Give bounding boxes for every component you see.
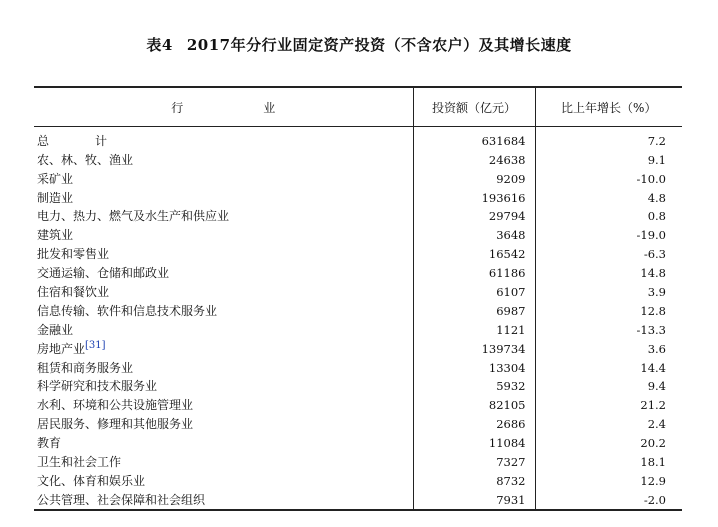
row-growth: 9.1 [647,152,666,167]
row-investment: 16542 [413,244,535,263]
row-name: 房地产业[31] [34,339,413,358]
row-investment: 82105 [413,395,535,414]
table-row [34,244,682,263]
row-growth: 12.9 [640,473,666,488]
row-growth: 3.6 [647,341,666,356]
row-name: 批发和零售业 [34,244,413,263]
row-investment: 193616 [413,188,535,207]
table-row [34,207,682,226]
table-title [0,34,718,55]
row-growth: -10.0 [636,171,666,186]
row-growth: 2.4 [647,417,666,432]
row-investment: 7931 [413,490,535,510]
row-name: 信息传输、软件和信息技术服务业 [34,301,413,320]
table-row [34,169,682,188]
row-growth: 14.4 [640,360,666,375]
row-investment: 3648 [413,225,535,244]
row-investment: 29794 [413,207,535,226]
header-industry: 行 业 [34,87,413,127]
row-growth: -2.0 [535,490,682,510]
row-growth: 20.2 [640,436,666,451]
row-name: 采矿业 [34,169,413,188]
row-name: 金融业 [34,320,413,339]
row-growth: -6.3 [643,247,666,262]
table-title-text: 2017年分行业固定资产投资（不含农户）及其增长速度 [186,36,572,54]
table-row [34,301,682,320]
row-growth: 7.2 [647,133,666,148]
table-row [34,282,682,301]
row-name: 农、林、牧、渔业 [34,150,413,169]
table-number: 表4 [146,36,173,54]
header-investment: 投资额（亿元） [413,87,535,127]
row-growth: 18.1 [640,455,666,470]
row-growth: 12.8 [640,303,666,318]
table-row [34,339,682,358]
table-row [34,150,682,169]
header-row [34,87,682,127]
row-investment: 13304 [413,358,535,377]
row-growth: -19.0 [636,228,666,243]
table-row [34,188,682,207]
table-row [34,471,682,490]
row-growth: 0.8 [647,209,666,224]
row-name: 居民服务、修理和其他服务业 [34,414,413,433]
row-name: 交通运输、仓储和邮政业 [34,263,413,282]
row-name: 总 计 [34,127,413,150]
row-name: 建筑业 [34,225,413,244]
row-investment: 139734 [413,339,535,358]
table-row [34,395,682,414]
table-row [34,452,682,471]
table-row [34,490,682,510]
row-name: 卫生和社会工作 [34,452,413,471]
row-growth: 4.8 [647,190,666,205]
table-row-total [34,127,682,150]
row-name: 电力、热力、燃气及水生产和供应业 [34,207,413,226]
row-investment: 5932 [413,377,535,396]
row-growth: 9.4 [647,379,666,394]
row-name: 水利、环境和公共设施管理业 [34,395,413,414]
row-investment: 6987 [413,301,535,320]
row-name: 公共管理、社会保障和社会组织 [34,490,413,510]
row-name: 住宿和餐饮业 [34,282,413,301]
table-row [34,414,682,433]
row-investment: 2686 [413,414,535,433]
table-row [34,263,682,282]
row-investment: 8732 [413,471,535,490]
investment-table [34,86,682,511]
header-growth: 比上年增长（%） [535,87,682,127]
row-investment: 1121 [413,320,535,339]
row-name: 制造业 [34,188,413,207]
row-investment: 631684 [413,127,535,150]
table-row [34,433,682,452]
table-row [34,377,682,396]
row-name: 租赁和商务服务业 [34,358,413,377]
row-growth: -13.3 [636,322,666,337]
row-growth: 14.8 [640,266,666,281]
row-investment: 61186 [413,263,535,282]
row-name: 文化、体育和娱乐业 [34,471,413,490]
footnote-link[interactable]: [31] [85,339,106,351]
row-growth: 3.9 [647,285,666,300]
row-name: 教育 [34,433,413,452]
row-growth: 21.2 [640,398,666,413]
row-investment: 11084 [413,433,535,452]
table-row [34,225,682,244]
row-investment: 6107 [413,282,535,301]
row-investment: 24638 [413,150,535,169]
row-investment: 9209 [413,169,535,188]
table-row [34,358,682,377]
row-investment: 7327 [413,452,535,471]
row-name: 科学研究和技术服务业 [34,377,413,396]
table-row [34,320,682,339]
